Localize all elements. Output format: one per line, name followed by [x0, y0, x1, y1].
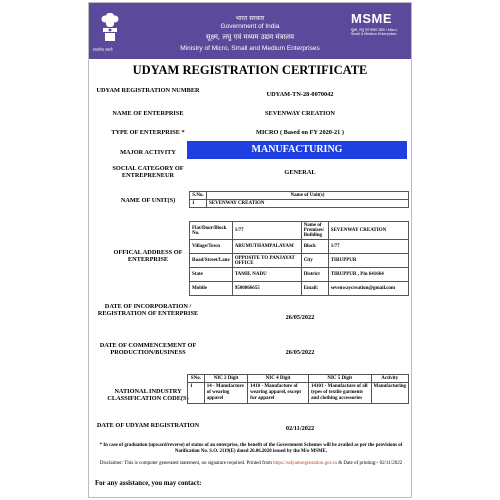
block-label: Block: [301, 240, 328, 254]
table-header: NIC 5 Digit: [308, 375, 371, 383]
road-value: OPPOSITE TO PANJAYAT OFFICE: [232, 254, 301, 268]
state-label: State: [190, 268, 233, 282]
table-row: [190, 254, 409, 268]
nic-table: [187, 374, 409, 404]
table-cell: Manufacturing: [371, 383, 409, 404]
email-value: sevenwaycreation@gmail.com: [328, 282, 408, 296]
block-value: 1/77: [328, 240, 408, 254]
state-value: TAMIL NADU: [232, 268, 301, 282]
commencement-date-value: 26/05/2022: [285, 349, 315, 356]
flat-label: Flat/Door/Block No.: [190, 222, 233, 240]
premises-label: Name of Premises/ Building: [301, 222, 328, 240]
govt-text: Government of India: [220, 23, 280, 30]
table-header: NIC 2 Digit: [204, 375, 247, 383]
table-cell: 1410 - Manufacture of wearing apparel, except fur apparel: [248, 383, 309, 404]
table-row: [188, 383, 409, 404]
disclaimer-text: Disclaimer: This is computer generated statement, no signature required. Printed from: [99, 461, 272, 466]
village-label: Village/Town: [190, 240, 233, 254]
table-row: [190, 240, 409, 254]
major-activity-value: MANUFACTURING: [187, 141, 407, 159]
table-row: [190, 268, 409, 282]
table-header: SNo.: [188, 375, 205, 383]
road-label: Road/Street/Lane: [190, 254, 233, 268]
table-header: NIC 4 Digit: [248, 375, 309, 383]
social-category-label: SOCIAL CATEGORY OF ENTREPRENEUR: [112, 165, 184, 180]
msme-logo: [351, 11, 407, 36]
city-value: TIRUPPUR: [328, 254, 408, 268]
flat-value: 1/77: [232, 222, 301, 240]
msme-logo-text: MSME: [351, 11, 392, 26]
email-label: Email:: [301, 282, 328, 296]
header-banner: [89, 3, 411, 59]
table-header: Name of Unit(s): [207, 192, 409, 200]
mobile-value: 9500866655: [232, 282, 301, 296]
district-label: District: [301, 268, 328, 282]
official-address-label: OFFICAL ADDRESS OF ENTERPRISE: [113, 249, 183, 264]
table-header: S.No.: [190, 192, 207, 200]
table-cell: SEVENWAY CREATION: [207, 200, 409, 208]
udyam-registration-date-label: DATE OF UDYAM REGISTRATION: [96, 422, 200, 429]
certificate: [88, 2, 412, 498]
premises-value: SEVENWAY CREATION: [328, 222, 408, 240]
enterprise-type-value: MICRO ( Based on FY 2020-21 ): [256, 129, 344, 136]
incorporation-date-label: DATE OF INCORPORATION / REGISTRATION OF ENTERPRISE: [97, 303, 199, 318]
village-value: ARUMUTHAMPALAYAM: [232, 240, 301, 254]
incorporation-date-value: 26/05/2022: [285, 314, 315, 321]
city-label: City: [301, 254, 328, 268]
disclaimer-date: & Date of printing:- 02/11/2022: [338, 461, 403, 466]
udyam-registration-date-value: 02/11/2022: [285, 425, 315, 432]
social-category-value: GENERAL: [284, 169, 316, 176]
ministry-text: Ministry of Micro, Small and Medium Enterprises: [180, 45, 320, 52]
table-row: [190, 200, 409, 208]
graduation-note: * In case of graduation (upward/reverse) of status of an enterprise, the benefit of the Government Schemes will be availed as per the provisions of Notification No. S.O. 2119(E) dated 26.06.2020 issued by the M/o MSME.: [99, 443, 403, 455]
table-header: Activity: [371, 375, 409, 383]
address-table: [189, 221, 409, 296]
table-row: [190, 222, 409, 240]
mobile-label: Mobile: [190, 282, 233, 296]
unit-names-label: NAME OF UNIT(S): [120, 197, 176, 204]
commencement-date-label: DATE OF COMMENCEMENT OF PRODUCTION/BUSINESS: [99, 342, 197, 357]
units-table: [189, 191, 409, 208]
enterprise-name-label: NAME OF ENTERPRISE: [112, 110, 184, 117]
reg-number-label: UDYAM REGISTRATION NUMBER: [96, 87, 200, 94]
table-cell: 1: [190, 200, 207, 208]
table-cell: 14101 - Manufacture of all types of textile garments and clothing accessories: [308, 383, 371, 404]
hindi-ministry-text: सूक्ष्म, लघु एवं मध्यम उद्यम मंत्रालय: [205, 33, 295, 41]
nic-codes-label: NATIONAL INDUSTRY CLASSIFICATION CODE(S): [107, 388, 189, 403]
major-activity-label: MAJOR ACTIVITY: [120, 149, 176, 156]
table-cell: 14 - Manufacture of wearing apparel: [204, 383, 247, 404]
hindi-govt-text: भारत सरकार: [235, 15, 265, 22]
table-header-row: [190, 192, 409, 200]
udyam-portal-link[interactable]: https://udyamregistration.gov.in: [273, 461, 337, 466]
reg-number-value: UDYAM-TN-28-0070042: [266, 91, 334, 98]
enterprise-name-value: SEVENWAY CREATION: [265, 110, 335, 117]
district-value: TIRUPPUR , Pin 641664: [328, 268, 408, 282]
table-row: [190, 282, 409, 296]
table-header-row: [188, 375, 409, 383]
table-cell: 1: [188, 383, 205, 404]
emblem-caption: सत्यमेव जयते: [93, 47, 113, 52]
assistance-heading: For any assistance, you may contact:: [95, 480, 202, 487]
certificate-title: UDYAM REGISTRATION CERTIFICATE: [132, 63, 368, 77]
msme-subtitle: सूक्ष्म, लघु एवं मध्यम उद्यम / Micro, Small & Medium Enterprises: [351, 28, 398, 37]
enterprise-type-label: TYPE OF ENTERPRISE *: [111, 129, 185, 136]
disclaimer: [95, 461, 407, 467]
